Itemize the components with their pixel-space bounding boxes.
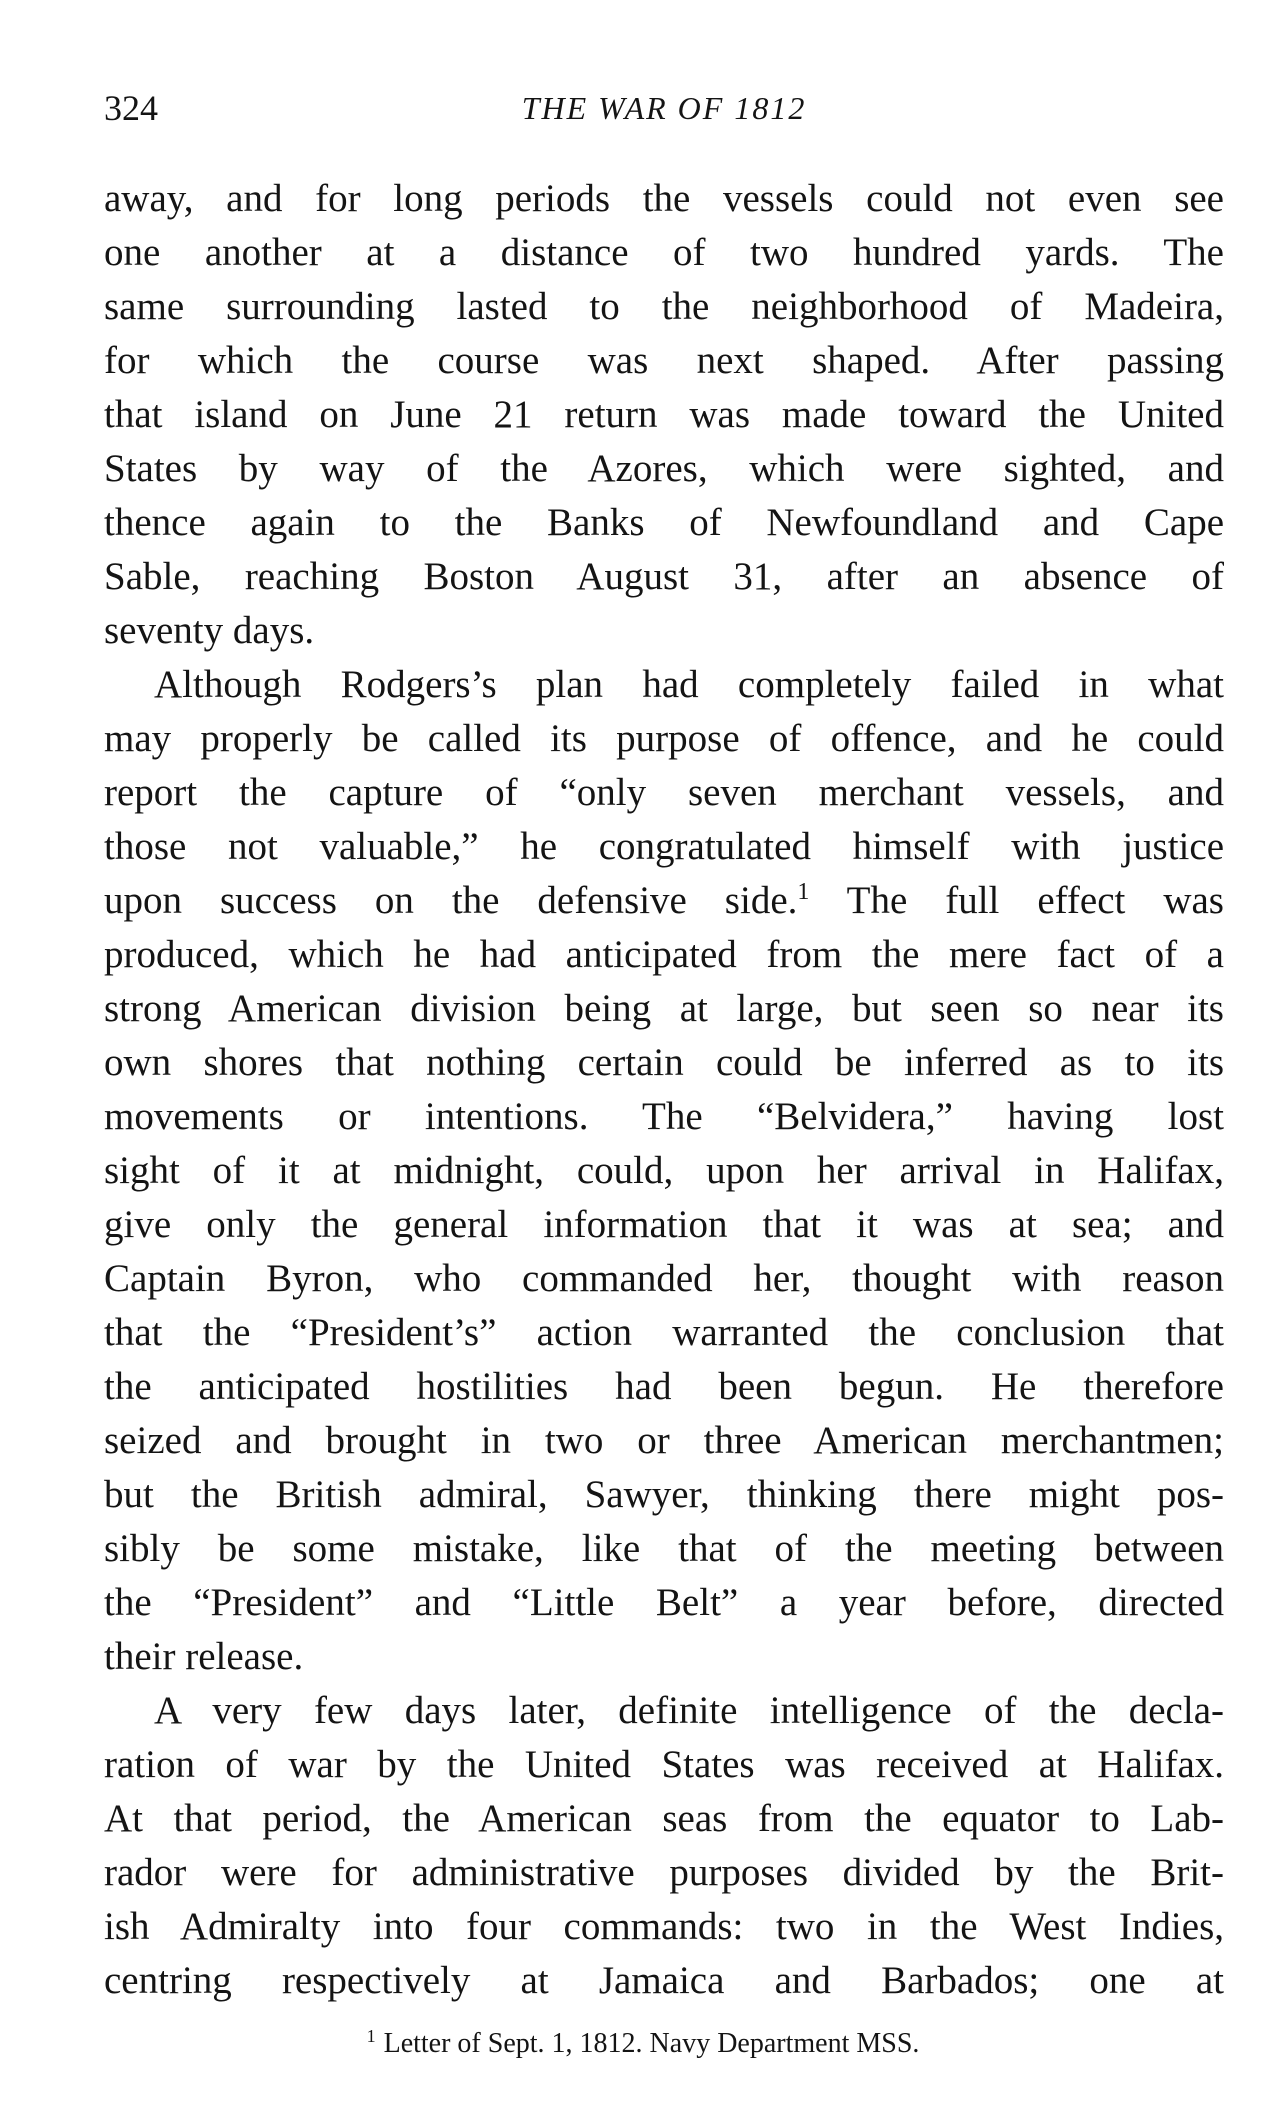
text-line: the anticipated hostilities had been begun. He therefore [104,1365,1224,1408]
running-title: THE WAR OF 1812 [521,90,807,126]
text-line: thence again to the Banks of Newfoundland and Cape [104,501,1224,544]
text-line: but the British admiral, Sawyer, thinking there might pos- [104,1473,1224,1516]
text-line: for which the course was next shaped. After passing [104,339,1224,382]
text-line: sight of it at midnight, could, upon her arrival in Halifax, [104,1149,1224,1192]
text-line: one another at a distance of two hundred yards. The [104,231,1224,274]
text-line: produced, which he had anticipated from the mere fact of a [104,933,1224,976]
footnote-marker: 1 [366,2026,376,2046]
footnote-reference: 1 [797,879,810,905]
text-line: At that period, the American seas from the equator to Lab- [104,1797,1224,1840]
text-line: their release. [104,1635,304,1678]
text-line: same surrounding lasted to the neighborhood of Madeira, [104,285,1224,328]
body-text [104,172,1224,2008]
line-segment: The full effect was [809,879,1224,922]
text-line: centring respectively at Jamaica and Barbados; one at [104,1959,1224,2002]
text-line: own shores that nothing certain could be inferred as to its [104,1041,1224,1084]
paragraph-2 [104,658,1224,1684]
footnote [0,2026,1286,2062]
text-line: movements or intentions. The “Belvidera,” having lost [104,1095,1224,1138]
text-line: strong American division being at large, but seen so near its [104,987,1224,1030]
text-line: rador were for administrative purposes divided by the Brit- [104,1851,1224,1894]
text-line: report the capture of “only seven merchant vessels, and [104,771,1224,814]
text-line: away, and for long periods the vessels could not even see [104,177,1224,220]
text-line: the “President” and “Little Belt” a year before, directed [104,1581,1224,1624]
text-line: A very few days later, definite intelligence of the decla- [154,1689,1224,1732]
text-line: States by way of the Azores, which were sighted, and [104,447,1224,490]
text-line: that the “President’s” action warranted the conclusion that [104,1311,1224,1354]
running-head [104,86,1224,130]
text-line: may properly be called its purpose of offence, and he could [104,717,1224,760]
line-segment: upon success on the defensive side. [104,879,798,922]
text-line-with-footnote-ref [104,874,1224,928]
text-line: Although Rodgers’s plan had completely failed in what [154,663,1224,706]
text-line: give only the general information that it was at sea; and [104,1203,1224,1246]
text-line: seventy days. [104,609,315,652]
text-line: ish Admiralty into four commands: two in the West Indies, [104,1905,1224,1948]
text-line: Sable, reaching Boston August 31, after an absence of [104,555,1224,598]
text-line: ration of war by the United States was received at Halifax. [104,1743,1224,1786]
paragraph-1 [104,172,1224,658]
text-line: that island on June 21 return was made toward the United [104,393,1224,436]
text-line: those not valuable,” he congratulated himself with justice [104,825,1224,868]
footnote-text: Letter of Sept. 1, 1812. Navy Department MSS. [383,2028,920,2059]
text-line: seized and brought in two or three American merchantmen; [104,1419,1224,1462]
text-line: Captain Byron, who commanded her, thought with reason [104,1257,1224,1300]
text-line: sibly be some mistake, like that of the meeting between [104,1527,1224,1570]
page-number: 324 [104,88,158,128]
paragraph-3 [104,1684,1224,2008]
